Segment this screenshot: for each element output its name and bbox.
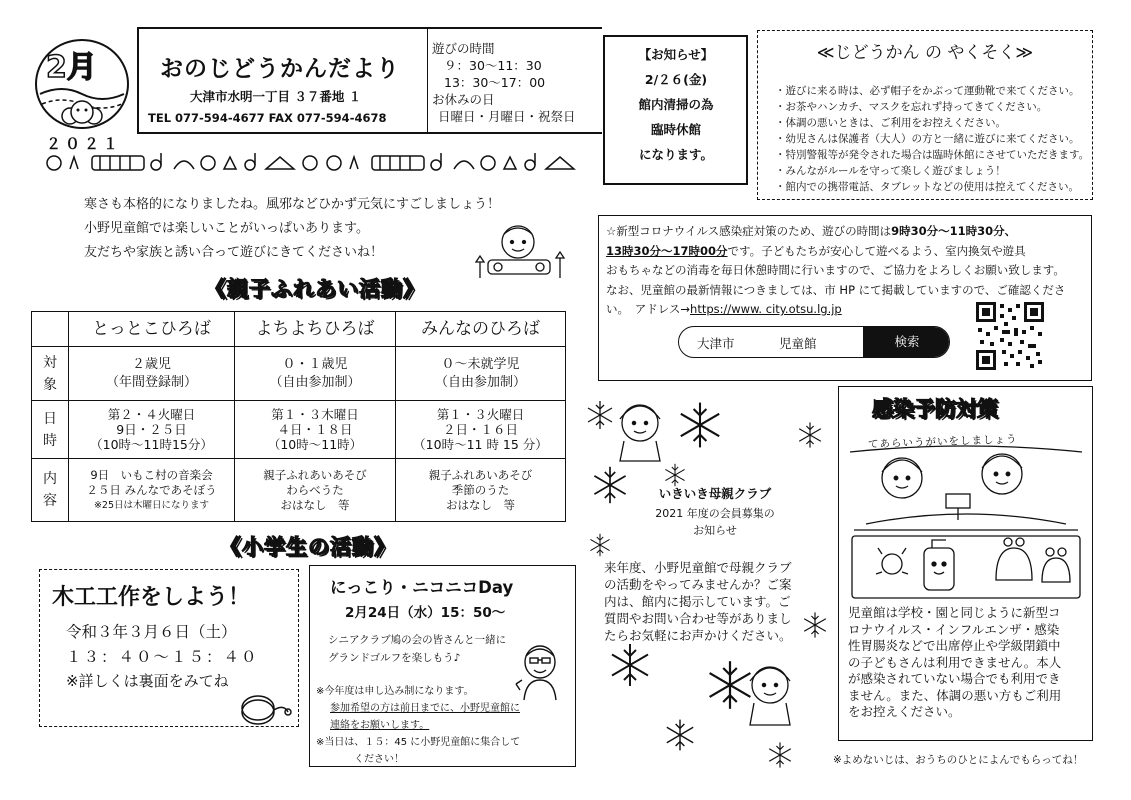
table-corner [32, 312, 69, 347]
castanet-icon [238, 690, 292, 730]
table-cell: ２歳児 （年間登録制） [69, 347, 235, 401]
title-divider [427, 28, 428, 133]
club-sub1: 2021 年度の会員募集の [655, 507, 775, 520]
club-body [604, 559, 792, 644]
search-term: 児童館 [779, 336, 817, 351]
club-body-line: たらお気軽にお声かけください。 [604, 628, 792, 643]
year-label: ２０２１ [46, 135, 123, 153]
nikkori-notes [316, 683, 520, 768]
club-title: いきいき母親クラブ [658, 486, 772, 501]
table-cell: 第２・４火曜日 9日・２５日 （10時～11時15分） [69, 401, 235, 459]
children-illustration-icon [466, 222, 571, 284]
nikkori-desc [328, 631, 506, 667]
notice-date: 2/２６(金) [644, 72, 708, 87]
holiday-title: お休みの日 [432, 92, 495, 107]
covid-p2a: 13時30分～17時00分 [606, 243, 728, 258]
infection-line: の子どもさんは利用できません。本人 [848, 654, 1062, 670]
search-bar[interactable] [678, 326, 950, 358]
schedule-table [31, 311, 566, 522]
covid-p5a: い。 アドレス→ [606, 302, 691, 316]
hours-pm: 13：30～17：00 [444, 75, 546, 90]
notice-title: 【お知らせ】 [638, 47, 714, 62]
club-body-line: 来年度、小野児童館で母親クラブ [604, 560, 792, 575]
table-row [32, 347, 566, 401]
promise-item: ・幼児さんは保護者（大人）の方と一緒に遊びに来てください。 [775, 133, 1080, 145]
search-city: 大津市 [697, 336, 735, 351]
covid-url-link[interactable]: https://www. city.otsu.lg.jp [690, 302, 842, 316]
promise-item: ・体調の悪いときは、ご利用をお控えください。 [775, 117, 1006, 129]
notice-line1: 館内清掃の為 [638, 97, 714, 112]
promise-item: ・遊びに来る時は、必ず帽子をかぶって運動靴で来てください。 [775, 85, 1080, 97]
hours-block [432, 40, 576, 125]
club-body-line: 内は、館内に掲示しています。ご [604, 594, 791, 609]
notice-line2: 臨時休館 [650, 122, 701, 137]
search-button[interactable]: 検索 [863, 327, 950, 357]
table-cell: 9日 いもこ村の音楽会 ２５日 みんなであそぼう ※25日は木曜日になります [69, 459, 235, 522]
nikkori-line2: グランドゴルフを楽しもう♪ [328, 652, 461, 664]
intro-line: 友だちや家族と誘い合って遊びにきてくださいね！ [84, 245, 384, 260]
intro-line: 小野児童館では楽しいことがいっぱいあります。 [84, 221, 369, 236]
notice-line3: になります。 [638, 147, 713, 162]
table-cell: 第１・３木曜日 ４日・１８日 （10時～11時） [235, 401, 396, 459]
intro-block [84, 193, 500, 265]
nikkori-date: 2月24日（水）15：50～ [345, 605, 506, 621]
table-cell: ０・１歳児 （自由参加制） [235, 347, 396, 401]
infection-line: 性胃腸炎などで出席停止や学級閉鎖中 [848, 638, 1061, 653]
club-sub2: お知らせ [693, 524, 737, 537]
nikkori-title: にっこり・ニコニコDay [330, 578, 514, 597]
nikkori-note2: 参加希望の方は前日までに、小野児童館に [330, 703, 520, 714]
infection-banner: てあらいうがいをしましょう [867, 433, 1018, 451]
infection-title: 感染予防対策 [872, 397, 998, 421]
nikkori-note1: ※今年度は申し込み制になります。 [316, 686, 474, 697]
club-body-line: の活動をやってみませんか？ご案 [604, 577, 792, 592]
table-cell: ０～未就学児 （自由参加制） [396, 347, 566, 401]
nikkori-note3: 連絡をお願いします。 [330, 720, 430, 731]
covid-p2b: です。子どもたちが安心して遊べるよう、室内換気や遊具 [727, 243, 1026, 258]
row-header-date: 日 時 [32, 401, 69, 459]
mokko-time: １３：４０～１５：４０ [66, 648, 259, 666]
hours-am: ９：30～11：30 [444, 58, 542, 73]
table-cell: 親子ふれあいあそび わらべうた おはなし 等 [235, 459, 396, 522]
shougakusei-heading: 《小学生の活動》 [220, 535, 396, 559]
column-header-tottoko: とっとこひろば [69, 312, 235, 347]
promise-item: ・特別警報等が発令された場合は臨時休館にさせていただきます。 [775, 149, 1090, 161]
mokko-title: 木工工作をしよう！ [52, 585, 251, 610]
address: 大津市水明一丁目 ３７番地 １ [190, 89, 362, 104]
qr-code-icon [974, 300, 1046, 372]
nikkori-note4: ※当日は、１５：45 に小野児童館に集合して [316, 737, 521, 748]
nikkori-note5: ください！ [354, 754, 404, 765]
infection-line: をお控えください。 [848, 704, 961, 719]
oyako-heading: 《親子ふれあい活動》 [205, 277, 425, 301]
promise-list [775, 83, 1089, 195]
mokko-note: ※詳しくは裏面をみてね [66, 672, 229, 690]
table-header-row [32, 312, 566, 347]
promise-title: ≪じどうかん の やくそく≫ [816, 43, 1034, 63]
covid-p4: なお、児童館の最新情報につきましては、市 HP にて掲載していますので、ご確認くださ [606, 282, 1066, 297]
decorative-border-strip [44, 151, 584, 175]
handwashing-illustration-icon [846, 444, 1086, 600]
mokko-date: 令和３年３月６日（土） [66, 623, 237, 641]
hours-title: 遊びの時間 [432, 41, 495, 56]
promise-item: ・館内での携帯電話、タブレットなどの使用は控えてください。 [775, 181, 1079, 193]
row-header-content: 内 容 [32, 459, 69, 522]
club-sub [630, 505, 800, 539]
covid-p3: おもちゃなどの消毒を毎日休憩時間に行いますので、ご協力をよろしくお願い致します。 [606, 263, 1065, 277]
table-cell: 親子ふれあいあそび 季節のうた おはなし 等 [396, 459, 566, 522]
row-header-target: 対 象 [32, 347, 69, 401]
infection-line: が感染されていない場合でも利用でき [848, 671, 1061, 686]
holidays: 日曜日・月曜日・祝祭日 [438, 109, 576, 124]
promise-item: ・みんながルールを守って楽しく遊びましょう！ [775, 165, 1006, 177]
infection-line: ません。また、体調の悪い方もご利用 [848, 687, 1062, 703]
month-label: 2月 [46, 50, 97, 85]
promise-item: ・お茶やハンカチ、マスクを忘れず持ってきてください。 [775, 101, 1048, 113]
table-row [32, 401, 566, 459]
infection-line: ロナウイルス・インフルエンザ・感染 [848, 621, 1060, 637]
infection-line: 児童館は学校・園と同じように新型コ [848, 605, 1061, 620]
column-header-yochiyochi: よちよちひろば [235, 312, 396, 347]
nikkori-line1: シニアクラブ鳩の会の皆さんと一緒に [328, 634, 507, 646]
infection-body [848, 605, 1061, 721]
newsletter-title: おのじどうかんだより [160, 56, 400, 82]
footer-note: ※よめないじは、おうちのひとによんでもらってね！ [833, 754, 1084, 766]
club-body-line: 質問やお問い合わせ等がありまし [604, 611, 792, 626]
intro-line: 寒さも本格的になりましたね。風邪などひかず元気にすごしましょう！ [84, 197, 501, 212]
covid-p1a: ☆新型コロナウイルス感染症対策のため、遊びの時間は [606, 224, 892, 238]
column-header-minna: みんなのひろば [396, 312, 566, 347]
contact: TEL 077-594-4677 FAX 077-594-4678 [148, 111, 387, 125]
covid-p1b: 9時30分～11時30分、 [891, 224, 1017, 238]
table-row [32, 459, 566, 522]
table-cell: 第１・３火曜日 ２日・１６日 （10時～11 時 15 分） [396, 401, 566, 459]
notice-block [606, 42, 746, 167]
